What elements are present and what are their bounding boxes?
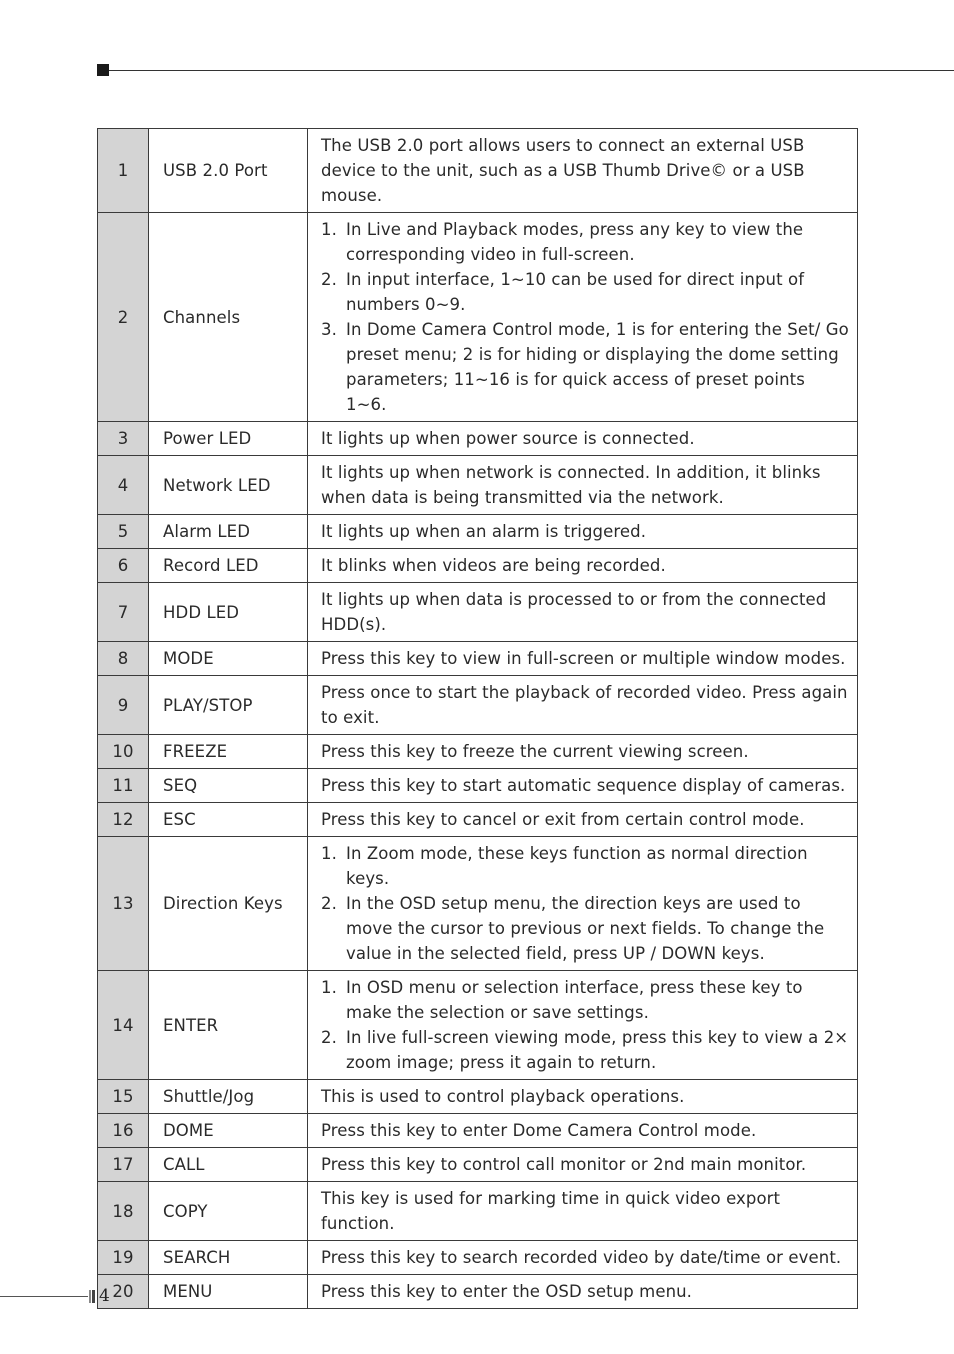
table-row	[98, 837, 858, 971]
header-rule	[109, 70, 954, 71]
item-number: 16	[98, 1114, 149, 1148]
item-name: Network LED	[149, 456, 308, 515]
item-name: Alarm LED	[149, 515, 308, 549]
description-list	[321, 217, 849, 417]
list-item-marker: 1.	[321, 220, 337, 239]
item-description: It blinks when videos are being recorded.	[308, 549, 858, 583]
item-number: 13	[98, 837, 149, 971]
table-row	[98, 129, 858, 213]
item-number: 2	[98, 213, 149, 422]
item-name: Record LED	[149, 549, 308, 583]
item-description: Press this key to control call monitor or 2nd main monitor.	[308, 1148, 858, 1182]
item-name: Direction Keys	[149, 837, 308, 971]
footer-bar-mark	[89, 1290, 95, 1303]
item-description: Press this key to cancel or exit from certain control mode.	[308, 803, 858, 837]
list-item-marker: 2.	[321, 894, 337, 913]
item-number: 9	[98, 676, 149, 735]
footer-rule	[0, 1296, 88, 1297]
item-name: DOME	[149, 1114, 308, 1148]
list-item-text: In Live and Playback modes, press any key to view the corresponding video in full-screen.	[346, 220, 804, 264]
table-body	[98, 129, 858, 1309]
item-number: 6	[98, 549, 149, 583]
item-number: 8	[98, 642, 149, 676]
item-description: Press this key to freeze the current viewing screen.	[308, 735, 858, 769]
item-number: 12	[98, 803, 149, 837]
description-list-item	[321, 317, 849, 417]
table-row	[98, 213, 858, 422]
table-row	[98, 515, 858, 549]
item-name: ESC	[149, 803, 308, 837]
list-item-text: In Zoom mode, these keys function as normal direction keys.	[346, 844, 808, 888]
item-description: Press once to start the playback of recorded video. Press again to exit.	[308, 676, 858, 735]
item-number: 3	[98, 422, 149, 456]
item-name: Channels	[149, 213, 308, 422]
item-number: 1	[98, 129, 149, 213]
table-row	[98, 735, 858, 769]
item-name: CALL	[149, 1148, 308, 1182]
item-description	[308, 837, 858, 971]
item-number: 19	[98, 1241, 149, 1275]
item-name: FREEZE	[149, 735, 308, 769]
table-row	[98, 456, 858, 515]
table-row	[98, 422, 858, 456]
item-name: MENU	[149, 1275, 308, 1309]
item-description: The USB 2.0 port allows users to connect an external USB device to the unit, such as a USB Thumb Drive© or a USB mouse.	[308, 129, 858, 213]
description-list-item	[321, 841, 849, 891]
item-description: This is used to control playback operations.	[308, 1080, 858, 1114]
item-name: USB 2.0 Port	[149, 129, 308, 213]
description-list-item	[321, 891, 849, 966]
item-name: Power LED	[149, 422, 308, 456]
item-number: 7	[98, 583, 149, 642]
description-list	[321, 975, 849, 1075]
item-number: 20	[98, 1275, 149, 1309]
table-row	[98, 642, 858, 676]
list-item-text: In Dome Camera Control mode, 1 is for entering the Set/ Go preset menu; 2 is for hiding or displaying the dome setting parameters; 11~16 is for quick access of preset points 1~6.	[346, 320, 849, 414]
description-list-item	[321, 217, 849, 267]
list-item-marker: 2.	[321, 1028, 337, 1047]
item-number: 14	[98, 971, 149, 1080]
item-description: Press this key to enter Dome Camera Control mode.	[308, 1114, 858, 1148]
table-row	[98, 769, 858, 803]
item-number: 10	[98, 735, 149, 769]
list-item-marker: 2.	[321, 270, 337, 289]
table-row	[98, 676, 858, 735]
item-description: Press this key to start automatic sequence display of cameras.	[308, 769, 858, 803]
item-description	[308, 971, 858, 1080]
item-description: Press this key to view in full-screen or multiple window modes.	[308, 642, 858, 676]
item-description: Press this key to enter the OSD setup menu.	[308, 1275, 858, 1309]
table-row	[98, 1275, 858, 1309]
table-row	[98, 1182, 858, 1241]
item-description	[308, 213, 858, 422]
list-item-text: In live full-screen viewing mode, press this key to view a 2× zoom image; press it again to return.	[346, 1028, 849, 1072]
table-row	[98, 549, 858, 583]
item-description: It lights up when power source is connected.	[308, 422, 858, 456]
item-name: PLAY/STOP	[149, 676, 308, 735]
item-name: COPY	[149, 1182, 308, 1241]
list-item-marker: 1.	[321, 978, 337, 997]
item-name: HDD LED	[149, 583, 308, 642]
item-description: It lights up when network is connected. In addition, it blinks when data is being transmitted via the network.	[308, 456, 858, 515]
table-row	[98, 1241, 858, 1275]
list-item-text: In input interface, 1~10 can be used for direct input of numbers 0~9.	[346, 270, 805, 314]
item-description: This key is used for marking time in quick video export function.	[308, 1182, 858, 1241]
key-description-table	[97, 128, 858, 1309]
table-row	[98, 803, 858, 837]
item-name: SEQ	[149, 769, 308, 803]
description-list-item	[321, 267, 849, 317]
description-list	[321, 841, 849, 966]
item-name: MODE	[149, 642, 308, 676]
item-description: It lights up when data is processed to or from the connected HDD(s).	[308, 583, 858, 642]
page-number: 4	[99, 1286, 110, 1306]
table-row	[98, 1148, 858, 1182]
item-number: 15	[98, 1080, 149, 1114]
list-item-marker: 3.	[321, 320, 337, 339]
item-description: Press this key to search recorded video by date/time or event.	[308, 1241, 858, 1275]
description-list-item	[321, 975, 849, 1025]
item-number: 11	[98, 769, 149, 803]
item-description: It lights up when an alarm is triggered.	[308, 515, 858, 549]
table-row	[98, 583, 858, 642]
list-item-text: In OSD menu or selection interface, press these key to make the selection or save settings.	[346, 978, 803, 1022]
item-number: 4	[98, 456, 149, 515]
header-square-mark	[97, 64, 109, 76]
item-name: Shuttle/Jog	[149, 1080, 308, 1114]
description-list-item	[321, 1025, 849, 1075]
item-number: 5	[98, 515, 149, 549]
list-item-text: In the OSD setup menu, the direction keys are used to move the cursor to previous or next fields. To change the value in the selected field, press UP / DOWN keys.	[346, 894, 825, 963]
item-name: ENTER	[149, 971, 308, 1080]
item-number: 17	[98, 1148, 149, 1182]
item-number: 18	[98, 1182, 149, 1241]
list-item-marker: 1.	[321, 844, 337, 863]
table-row	[98, 1114, 858, 1148]
table-row	[98, 1080, 858, 1114]
table-row	[98, 971, 858, 1080]
item-name: SEARCH	[149, 1241, 308, 1275]
